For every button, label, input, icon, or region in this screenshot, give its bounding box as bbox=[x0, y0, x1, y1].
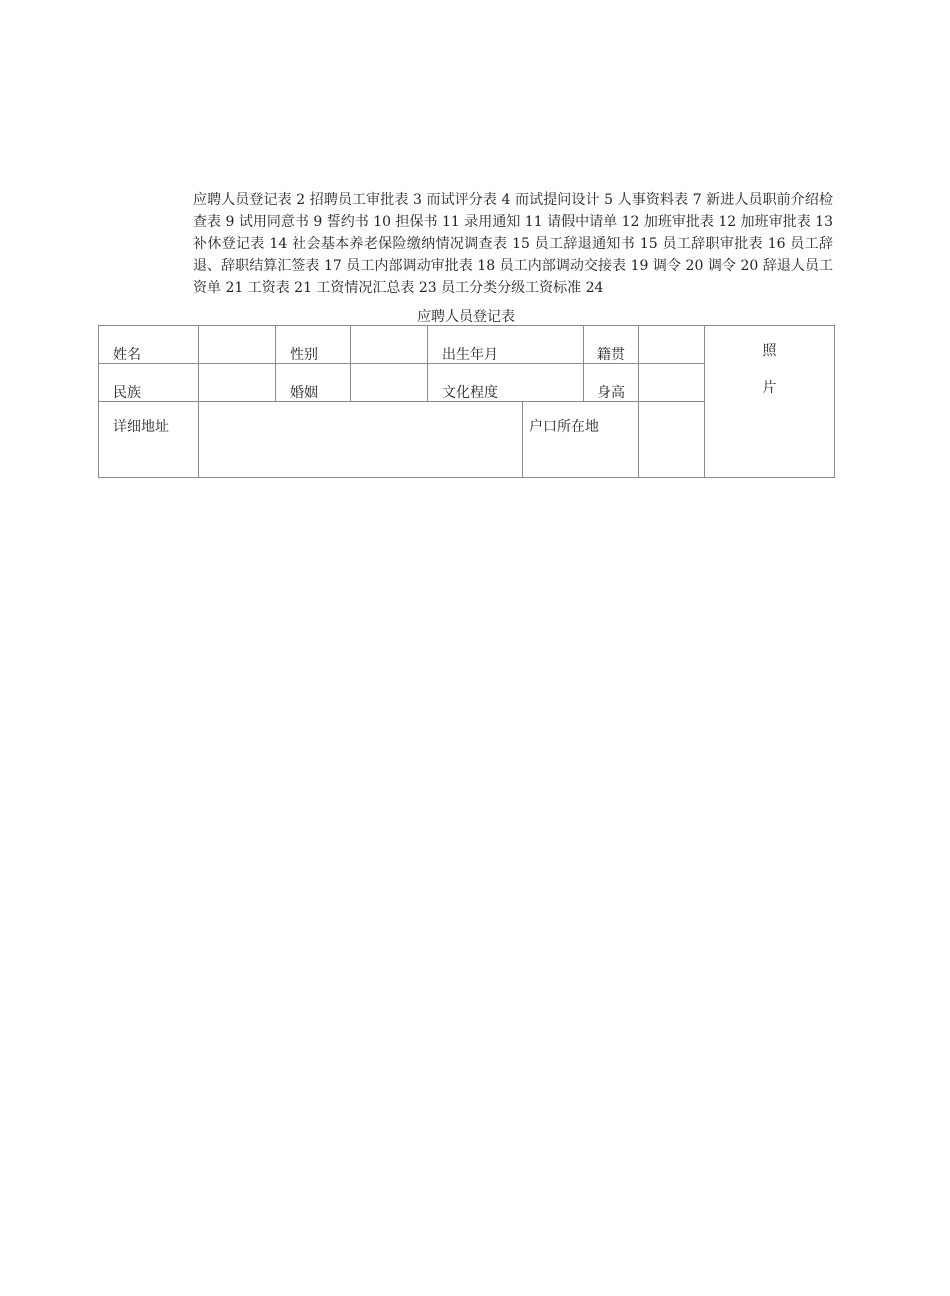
hukou-label-cell bbox=[523, 402, 639, 478]
education-label: 文化程度 bbox=[442, 385, 498, 401]
form-title: 应聘人员登记表 bbox=[417, 309, 515, 325]
ethnicity-field[interactable] bbox=[199, 364, 276, 402]
marriage-label: 婚姻 bbox=[290, 385, 318, 401]
gender-label: 性别 bbox=[290, 347, 318, 363]
photo-cell[interactable] bbox=[705, 326, 835, 478]
form-row-1 bbox=[99, 326, 835, 364]
ethnicity-label-cell bbox=[99, 364, 199, 402]
native-place-field[interactable] bbox=[639, 326, 705, 364]
marriage-label-cell bbox=[276, 364, 351, 402]
table-of-contents-text: 应聘人员登记表 2 招聘员工审批表 3 而试评分表 4 而试提问设计 5 人事资料表 7 新进人员职前介绍检查表 9 试用同意书 9 誓约书 10 担保书 11 录用通知 11 请假中请单 12 加班审批表 12 加班审批表 13 补休登记表 14 社会基本养老保险缴纳情况调查表 15 员工辞退通知书 15 员工辞职审批表 16 员工辞退、辞职结算汇签表 17 员工内部调动审批表 18 员工内部调动交接表 19 调令 20 调令 20 辞退人员工资单 21 工资表 21 工资情况汇总表 23 员工分类分级工资标准 24 bbox=[193, 192, 833, 296]
gender-field[interactable] bbox=[351, 326, 428, 364]
education-label-cell bbox=[428, 364, 584, 402]
height-label-cell bbox=[584, 364, 639, 402]
address-label: 详细地址 bbox=[113, 419, 169, 435]
name-field[interactable] bbox=[199, 326, 276, 364]
birth-label-cell bbox=[428, 326, 584, 364]
address-label-cell bbox=[99, 402, 199, 478]
birth-label: 出生年月 bbox=[442, 347, 498, 363]
photo-label-1: 照 bbox=[762, 343, 777, 359]
name-label-cell bbox=[99, 326, 199, 364]
photo-label-2: 片 bbox=[762, 380, 777, 396]
marriage-field[interactable] bbox=[351, 364, 428, 402]
name-label: 姓名 bbox=[113, 347, 141, 363]
height-field[interactable] bbox=[639, 364, 705, 402]
hukou-field[interactable] bbox=[639, 402, 705, 478]
gender-label-cell bbox=[276, 326, 351, 364]
ethnicity-label: 民族 bbox=[113, 385, 141, 401]
height-label: 身高 bbox=[597, 385, 625, 401]
native-place-label: 籍贯 bbox=[597, 347, 625, 363]
hukou-label: 户口所在地 bbox=[529, 419, 599, 435]
applicant-registration-form bbox=[98, 325, 835, 478]
native-place-label-cell bbox=[584, 326, 639, 364]
address-field[interactable] bbox=[199, 402, 523, 478]
